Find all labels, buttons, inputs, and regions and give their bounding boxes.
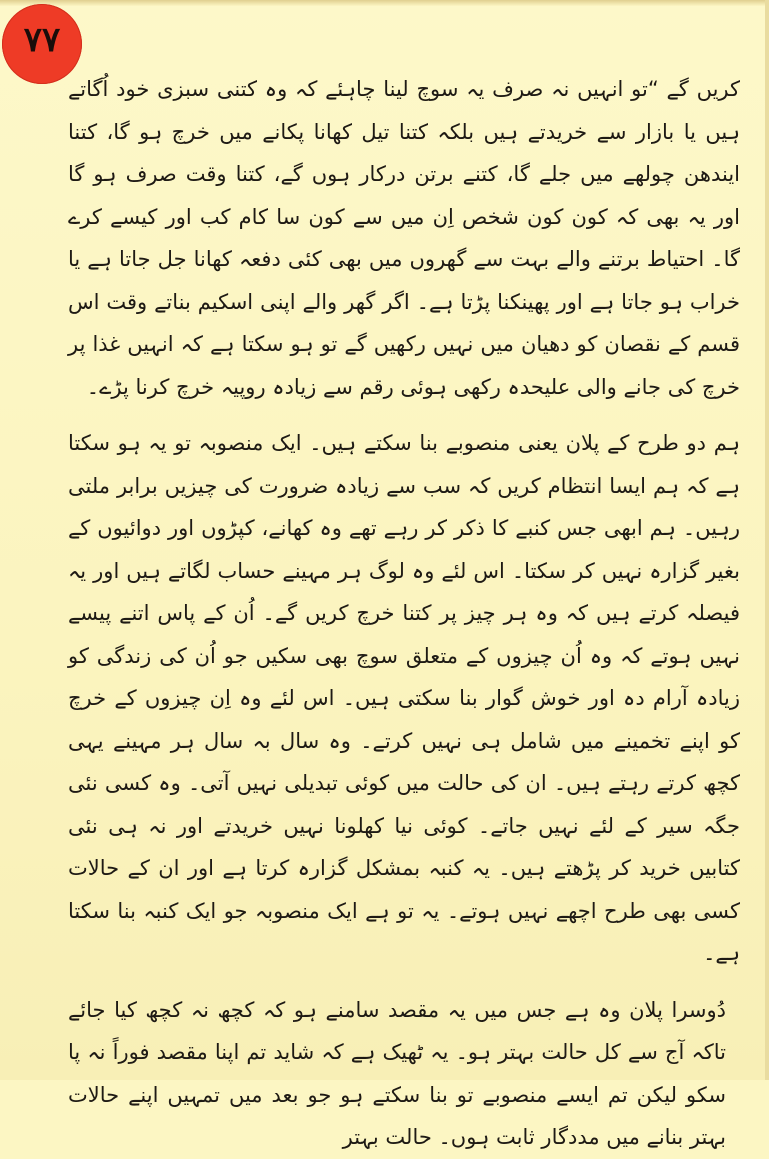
page-right-edge [765, 0, 769, 1080]
paragraph-2: ہم دو طرح کے پلان یعنی منصوبے بنا سکتے ہیں۔ ایک منصوبہ تو یہ ہو سکتا ہے کہ ہم ایسا انتظام کریں کہ سب سے زیادہ ضرورت کی چیزیں برابر ملتی رہیں۔ ہم ابھی جس کنبے کا ذکر کر رہے تھے وہ کھانے، کپڑوں اور دوائیوں کے بغیر گزارہ نہیں کر سکتا۔ اس لئے وہ لوگ ہر مہینے حساب لگاتے ہیں اور یہ فیصلہ کرتے ہیں کہ وہ ہر چیز پر کتنا خرچ کریں گے۔ اُن کے پاس اتنے پیسے نہیں ہوتے کہ وہ اُن چیزوں کے متعلق سوچ بھی سکیں جو اُن کی زندگی کو زیادہ آرام دہ اور خوش گوار بنا سکتی ہیں۔ اس لئے وہ اِن چیزوں کے خرچ کو اپنے تخمینے میں شامل ہی نہیں کرتے۔ وہ سال بہ سال ہر مہینے یہی کچھ کرتے رہتے ہیں۔ ان کی حالت میں کوئی تبدیلی نہیں آتی۔ وہ کسی نئی جگہ سیر کے لئے نہیں جاتے۔ کوئی نیا کھلونا نہیں خریدتے اور نہ ہی نئی کتابیں خرید کر پڑھتے ہیں۔ یہ کنبہ بمشکل گزارہ کرتا ہے اور ان کے حالات کسی بھی طرح اچھے نہیں ہوتے۔ یہ تو ہے ایک منصوبہ جو ایک کنبہ بنا سکتا ہے۔ [68, 431, 740, 965]
page-top-edge [0, 0, 769, 6]
page-number: ۷۷ [23, 20, 61, 60]
urdu-text-body [68, 68, 740, 1159]
paragraph-1: کریں گے “تو انہیں نہ صرف یہ سوچ لینا چاہئے کہ وہ کتنی سبزی خود اُگاتے ہیں یا بازار سے خریدتے ہیں بلکہ کتنا تیل کھانا پکانے میں خرچ ہو گا، کتنا ایندھن چولھے میں جلے گا، کتنے برتن درکار ہوں گے، کتنا وقت صرف ہو گا اور یہ بھی کہ کون کون شخص اِن میں سے کون سا کام کب اور کیسے کرے گا۔ احتیاط برتنے والے بہت سے گھروں میں بھی کئی دفعہ کھانا جل جاتا ہے یا خراب ہو جاتا ہے اور پھینکنا پڑتا ہے۔ اگر گھر والے اپنی اسکیم بناتے وقت اس قسم کے نقصان کو دھیان میں نہیں رکھیں گے تو ہو سکتا ہے کہ انہیں غذا پر خرچ کی جانے والی علیحدہ رکھی ہوئی رقم سے زیادہ روپیہ خرچ کرنا پڑے۔ [68, 77, 740, 399]
paragraph-3: دُوسرا پلان وہ ہے جس میں یہ مقصد سامنے ہو کہ کچھ نہ کچھ کیا جائے تاکہ آج سے کل حالت بہتر ہو۔ یہ ٹھیک ہے کہ شاید تم اپنا مقصد فوراً نہ پا سکو لیکن تم ایسے منصوبے تو بنا سکتے ہو جو بعد میں تمہیں اپنے حالات بہتر بنانے میں مددگار ثابت ہوں۔ حالت بہتر [68, 997, 726, 1149]
